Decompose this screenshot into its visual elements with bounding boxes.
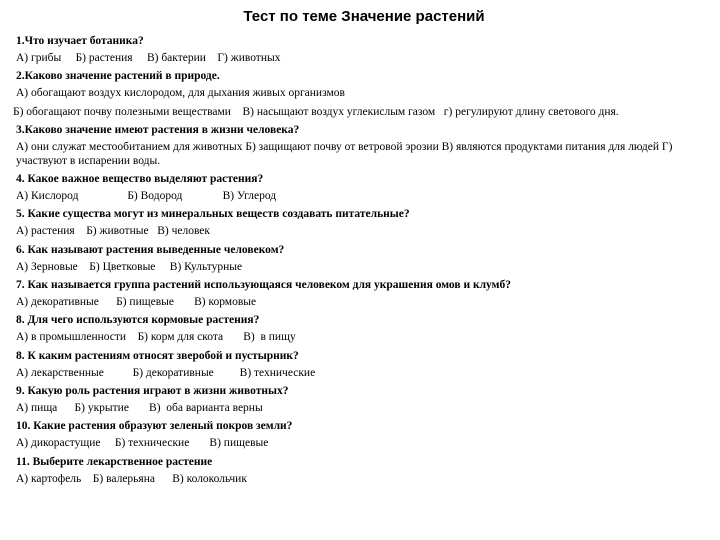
answer-options [13,103,712,119]
question-block-10 [16,382,712,415]
question-block-1 [16,32,712,65]
answer-options [16,364,712,380]
question-text: 8. К каким растениям относят зверобой и пустырник? [16,349,299,362]
answer-options [16,293,712,309]
question-text: 4. Какое важное вещество выделяют растения? [16,173,264,186]
question-text: 7. Как называется группа растений использующаяся человеком для украшения омов и клумб? [16,279,511,292]
question-block-3 [16,121,712,168]
question-text: 3.Каково значение имеют растения в жизни человека? [16,123,300,136]
answer-line: А) обогащают воздух кислородом, для дыхания живых организмов [16,87,345,100]
question-text: 11. Выберите лекарственное растение [16,455,213,468]
question-block-5 [16,205,712,238]
question-text: 9. Какую роль растения играют в жизни животных? [16,384,289,397]
question-block-11 [16,417,712,450]
answer-options [16,399,712,415]
answer-line: А) картофель Б) валерьяна В) колокольчик [16,472,247,485]
question-text: 8. Для чего используются кормовые растения? [16,314,260,327]
question-text: 5. Какие существа могут из минеральных веществ создавать питательные? [16,208,410,221]
answer-line: А) лекарственные Б) декоративные В) технические [16,366,316,379]
answer-options [16,222,712,238]
answer-line: А) декоративные Б) пищевые В) кормовые [16,296,257,309]
answer-options: А) они служат местообитанием для животных Б) защищают почву от ветровой эрозии В) являются продуктами питания для людей Г) участвуют в испарении воды. [16,140,673,167]
question-block-4 [16,170,712,203]
question-text: 1.Что изучает ботаника? [16,35,144,47]
question-text: 6. Как называют растения выведенные человеком? [16,243,285,256]
answer-options [16,49,712,65]
answer-options [16,187,712,203]
question-block-12 [16,453,712,486]
answer-options [16,470,712,486]
answer-line: А) грибы Б) растения В) бактерии Г) животных [16,52,281,64]
answer-line: А) в промышленности Б) корм для скота В) в пищу [16,331,296,344]
question-block-8 [16,311,712,344]
answer-line: А) Кислород Б) Водород В) Углерод [16,190,277,203]
answer-line: Б) обогащают почву полезными веществами В) насыщают воздух углекислым газом г) регулируют длину светового дня. [13,105,619,118]
answer-options [16,434,712,450]
answer-options [16,258,712,274]
question-text: 10. Какие растения образуют зеленый покров земли? [16,420,293,433]
answer-line: А) Зерновые Б) Цветковые В) Культурные [16,260,243,273]
answer-line: А) дикорастущие Б) технические В) пищевые [16,437,269,450]
page-title: Тест по теме Значение растений [243,8,485,25]
question-block-7 [16,276,712,309]
answer-options [16,84,712,100]
question-block-2 [13,67,712,118]
question-block-9 [16,347,712,380]
answer-line: А) пища Б) укрытие В) оба варианта верны [16,401,263,414]
answer-line: А) растения Б) животные В) человек [16,225,210,238]
question-text: 2.Каково значение растений в природе. [16,70,220,83]
question-block-6 [16,241,712,274]
answer-options [16,328,712,344]
